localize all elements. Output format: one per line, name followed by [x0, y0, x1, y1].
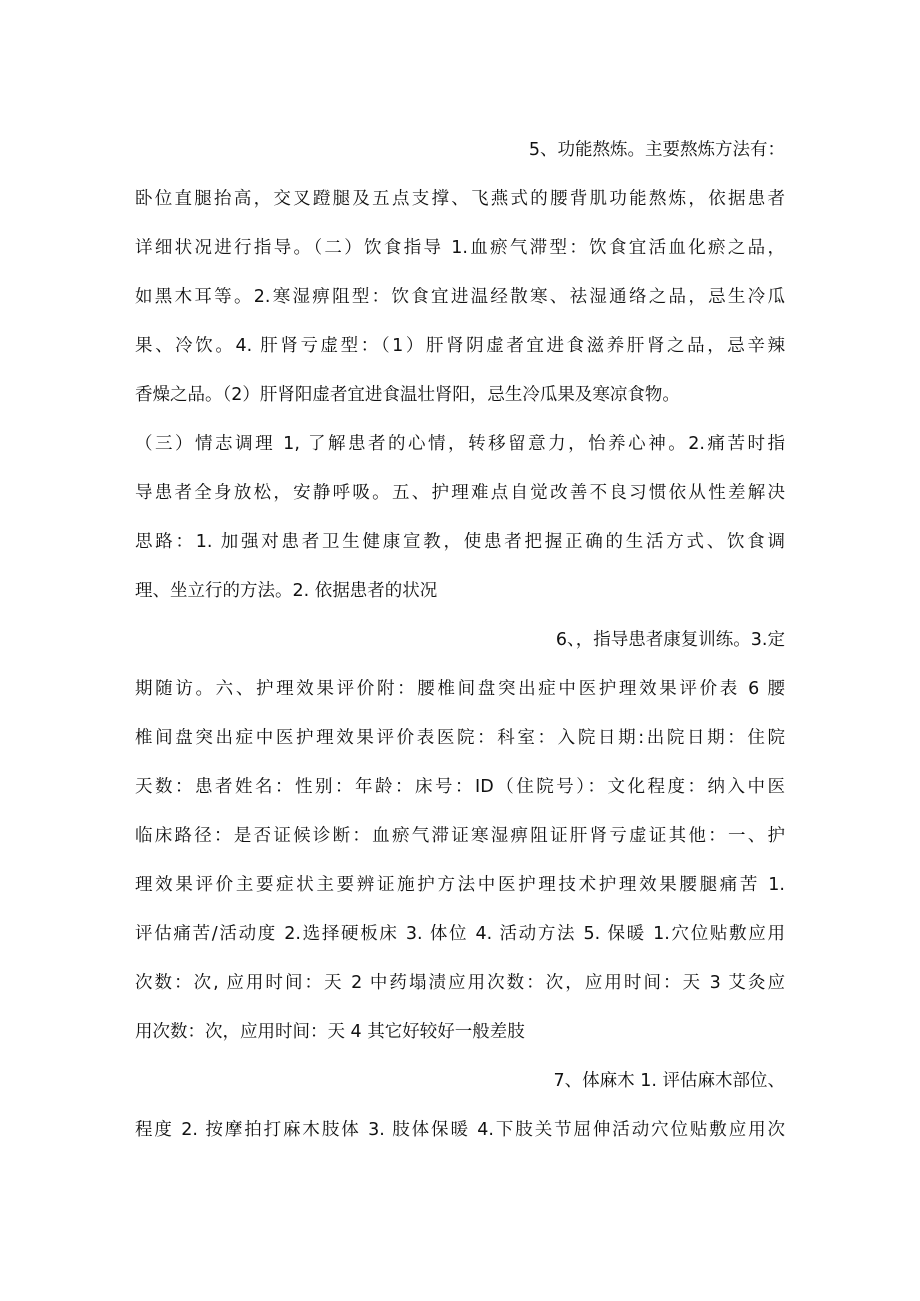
text-line: 期随访。六、护理效果评价附：腰椎间盘突出症中医护理效果评价表 6 腰: [135, 679, 785, 699]
text-line: 果、冷饮。4. 肝肾亏虚型：（1）肝肾阴虚者宜进食滋养肝肾之品，忌辛辣: [135, 336, 785, 356]
text-line: 天数：患者姓名：性别：年龄：床号：ID（住院号）：文化程度：纳入中医: [135, 777, 785, 797]
text-line: 6、，指导患者康复训练。3.定: [555, 630, 785, 650]
text-line: （三）情志调理 1, 了解患者的心情，转移留意力，怡养心神。2.痛苦时指: [135, 434, 785, 454]
text-line: 理效果评价主要症状主要辨证施护方法中医护理技术护理效果腰腿痛苦 1.: [135, 875, 785, 895]
text-line: 卧位直腿抬高，交叉蹬腿及五点支撑、飞燕式的腰背肌功能熬炼，依据患者: [135, 189, 785, 209]
text-line: 如黑木耳等。2.寒湿痹阻型：饮食宜进温经散寒、祛湿通络之品，忌生冷瓜: [135, 287, 785, 307]
text-line: 次数：次, 应用时间：天 2 中药塌渍应用次数：次，应用时间：天 3 艾灸应: [135, 973, 785, 993]
text-line: 思路：1. 加强对患者卫生健康宣教，使患者把握正确的生活方式、饮食调: [135, 532, 785, 552]
text-line: 7、体麻木 1. 评估麻木部位、: [553, 1071, 785, 1091]
text-line: 理、坐立行的方法。2. 依据患者的状况: [135, 581, 438, 601]
text-line: 导患者全身放松，安静呼吸。五、护理难点自觉改善不良习惯依从性差解决: [135, 483, 785, 503]
text-line: 临床路径：是否证候诊断：血瘀气滞证寒湿痹阻证肝肾亏虚证其他：一、护: [135, 826, 785, 846]
text-line: 5、功能熬炼。主要熬炼方法有：: [528, 140, 785, 160]
text-line: 香燥之品。（2）肝肾阳虚者宜进食温壮肾阳，忌生冷瓜果及寒凉食物。: [135, 385, 680, 405]
text-line: 详细状况进行指导。（二）饮食指导 1.血瘀气滞型：饮食宜活血化瘀之品，: [135, 238, 785, 258]
text-line: 用次数：次，应用时间：天 4 其它好较好一般差肢: [135, 1022, 525, 1042]
text-line: 椎间盘突出症中医护理效果评价表医院：科室：入院日期:出院日期：住院: [135, 728, 785, 748]
text-line: 评估痛苦/活动度 2.选择硬板床 3. 体位 4. 活动方法 5. 保暖 1.穴位贴敷应用: [135, 924, 785, 944]
text-line: 程度 2. 按摩拍打麻木肢体 3. 肢体保暖 4.下肢关节屈伸活动穴位贴敷应用次: [135, 1120, 785, 1140]
